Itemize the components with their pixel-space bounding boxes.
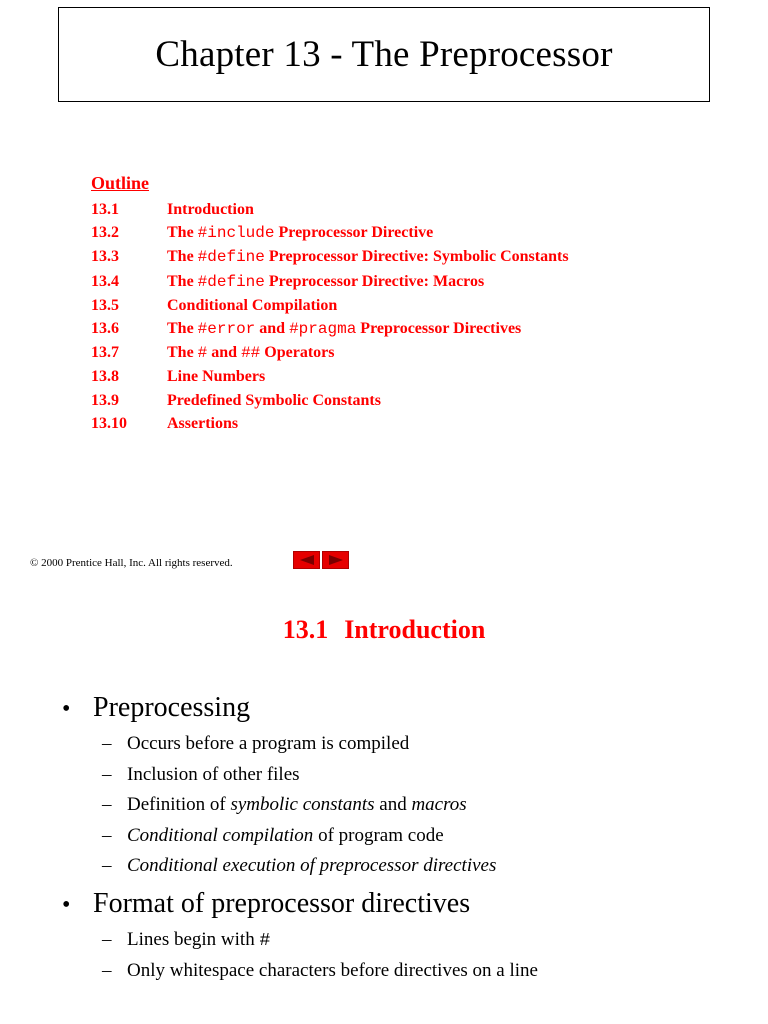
code-token: #pragma (289, 320, 357, 339)
code-token: # (197, 344, 208, 363)
dash-bullet-icon: – (102, 794, 112, 815)
dash-bullet-icon: – (102, 733, 112, 754)
bullet-dot-icon: • (62, 696, 71, 722)
outline-item-number: 13.2 (91, 224, 119, 242)
sub-bullet-item (102, 851, 538, 882)
sub-bullet-item (102, 925, 538, 957)
code-token: #error (197, 320, 256, 339)
text-run: Preprocessor Directive: Macros (264, 272, 485, 290)
text-run: symbolic constants (230, 794, 375, 815)
bullet-main (62, 884, 538, 925)
sub-bullet-list (62, 729, 538, 882)
bullet-text: Format of preprocessor directives (93, 887, 471, 919)
outline (91, 172, 569, 435)
dash-bullet-icon: – (102, 855, 112, 876)
outline-item-label (167, 198, 254, 221)
text-run: Conditional execution of preprocessor directives (127, 855, 497, 876)
text-run: Predefined Symbolic Constants (167, 391, 381, 409)
dash-bullet-icon: – (102, 928, 112, 950)
text-run: macros (411, 794, 467, 815)
text-run: The (167, 344, 198, 362)
outline-item-number: 13.10 (91, 414, 127, 432)
sub-bullet-item (102, 790, 538, 821)
outline-item-number: 13.3 (91, 248, 119, 266)
bullet-list (62, 688, 538, 989)
section-number: 13.1 (282, 615, 329, 644)
sub-bullet-text (127, 925, 270, 957)
outline-item[interactable] (91, 341, 569, 365)
outline-item-number: 13.1 (91, 201, 119, 218)
code-token: ## (241, 344, 261, 363)
bullet-main (62, 688, 538, 729)
code-token: #define (197, 248, 265, 267)
code-token: #define (197, 272, 265, 291)
sub-bullet-item (102, 821, 538, 852)
outline-item-label (167, 294, 337, 317)
outline-item[interactable] (91, 412, 569, 435)
outline-item-label (167, 317, 521, 341)
section-title (0, 614, 768, 646)
text-run: The (167, 272, 198, 290)
outline-heading: Outline (91, 173, 150, 193)
outline-item[interactable] (91, 270, 569, 294)
sub-bullet-text (127, 790, 467, 821)
sub-bullet-text (127, 729, 409, 760)
text-run: Conditional compilation (127, 824, 314, 846)
sub-bullet-text (127, 956, 538, 987)
slide-title: Chapter 13 - The Preprocessor (155, 34, 613, 75)
text-run: Only whitespace characters before directives on a line (127, 960, 538, 981)
code-token: # (259, 930, 271, 951)
outline-item-label (167, 245, 569, 269)
text-run: and (374, 794, 412, 815)
slide-nav (293, 551, 349, 569)
outline-item-number: 13.9 (91, 391, 119, 409)
outline-item[interactable] (91, 221, 569, 245)
dash-bullet-icon: – (102, 960, 112, 981)
text-run: Conditional Compilation (167, 296, 338, 314)
text-run: Inclusion of other files (127, 763, 300, 785)
text-run: and (207, 344, 242, 362)
bullet-item (62, 884, 538, 987)
prev-button[interactable] (293, 551, 320, 569)
text-run: Operators (260, 344, 335, 362)
bullet-item (62, 688, 538, 882)
sub-bullet-item (102, 729, 538, 760)
outline-item-label (167, 341, 334, 365)
section-title-text: Introduction (344, 615, 486, 644)
text-run: Preprocessor Directives (356, 320, 522, 338)
outline-item-label (167, 221, 433, 245)
text-run: Line Numbers (167, 368, 266, 386)
bullet-dot-icon: • (62, 891, 71, 918)
text-run: The (167, 248, 198, 266)
outline-item[interactable] (91, 389, 569, 412)
text-run: Occurs before a program is compiled (127, 733, 410, 754)
outline-item-label (167, 389, 381, 412)
text-run: The (167, 224, 198, 242)
sub-bullet-item (102, 956, 538, 987)
text-run: Preprocessor Directive: Symbolic Constants (264, 248, 569, 266)
text-run: Assertions (167, 414, 239, 432)
outline-item-label (167, 412, 238, 435)
sub-bullet-text (127, 821, 444, 852)
sub-bullet-list (62, 925, 538, 987)
dash-bullet-icon: – (102, 763, 112, 785)
outline-item[interactable] (91, 198, 569, 221)
outline-item-number: 13.7 (91, 344, 119, 362)
prev-arrow-icon (300, 555, 314, 565)
code-token: #include (197, 224, 275, 243)
outline-item[interactable] (91, 294, 569, 317)
outline-list (91, 198, 569, 435)
outline-item-number: 13.8 (91, 368, 119, 386)
next-arrow-icon (329, 555, 343, 565)
outline-item-number: 13.4 (91, 272, 119, 290)
sub-bullet-text (127, 760, 300, 791)
outline-item[interactable] (91, 365, 569, 388)
outline-item[interactable] (91, 317, 569, 341)
copyright-footer: © 2000 Prentice Hall, Inc. All rights reserved. (30, 557, 233, 569)
text-run: Lines begin with (127, 928, 260, 950)
outline-item-number: 13.5 (91, 296, 119, 314)
text-run: Preprocessor Directive (274, 224, 434, 242)
next-button[interactable] (322, 551, 349, 569)
sub-bullet-item (102, 760, 538, 791)
text-run: Introduction (167, 201, 254, 218)
text-run: of program code (313, 824, 444, 846)
sub-bullet-text (127, 851, 496, 882)
outline-item-label (167, 270, 484, 294)
outline-item[interactable] (91, 245, 569, 269)
text-run: and (255, 320, 290, 338)
dash-bullet-icon: – (102, 824, 112, 846)
bullet-text: Preprocessing (93, 692, 251, 723)
outline-item-number: 13.6 (91, 320, 119, 338)
text-run: Definition of (127, 794, 231, 815)
slide-title-box (58, 7, 710, 102)
outline-item-label (167, 365, 265, 388)
text-run: The (167, 320, 198, 338)
